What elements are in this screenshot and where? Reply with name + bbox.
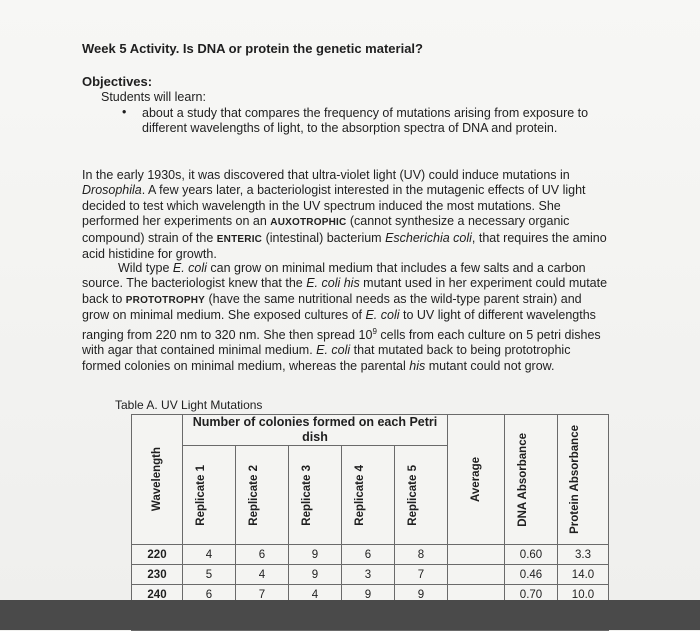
- page-title: Week 5 Activity. Is DNA or protein the genetic material?: [82, 41, 423, 56]
- term-auxotrophic: AUXOTROPHIC: [270, 217, 347, 229]
- term-enteric: ENTERIC: [216, 233, 263, 245]
- uv-mutations-table: [131, 414, 609, 631]
- col-header-replicate-3: Replicate 3: [289, 446, 342, 545]
- objectives-subheading: Students will learn:: [101, 90, 206, 104]
- col-header-replicate-5: Replicate 5: [395, 446, 448, 545]
- intro-paragraph: In the early 1930s, it was discovered that ultra-violet light (UV) could induce mutations in Drosophila. A few years later, a bacteriologist interested in the mutagenic effects of UV light decided to test which wavelength in the UV spectrum induced the most mutations. She performed her experiments on an AUXOTROPHIC (cannot synthesize a necessary organic compound) strain of the ENTERIC (intestinal) bacterium Escherichia coli, that requires the amino acid histidine for growth.: [82, 168, 607, 262]
- bullet-icon: •: [122, 105, 127, 119]
- group-header: Number of colonies formed on each Petri dish: [183, 415, 448, 446]
- col-header-replicate-1: Replicate 1: [183, 446, 236, 545]
- col-header-average: Average: [448, 415, 505, 545]
- col-header-protein: Protein Absorbance: [558, 415, 609, 545]
- col-header-wavelength: Wavelength: [132, 415, 183, 545]
- experiment-paragraph: Wild type E. coli can grow on minimal medium that includes a few salts and a carbon source. The bacteriologist knew that the E. coli his mutant used in her experiment could mutate back to PROTOTROPHY (have the same nutritional needs as the wild-type parent strain) and grow on minimal medium. She exposed cultures of E. coli to UV light of different wavelengths ranging from 220 nm to 320 nm. She then spread $10^9$ cells from each culture on 5 petri dishes with agar that contained minimal medium. E. coli that mutated back to being prototrophic formed colonies on minimal medium, whereas the parental his mutant could not grow.: [82, 261, 608, 373]
- col-header-dna: DNA Absorbance: [505, 415, 558, 545]
- term-prototrophy: PROTOTROPHY: [125, 294, 206, 306]
- bottom-bar: [0, 600, 700, 630]
- objective-bullet-text: about a study that compares the frequency of mutations arising from exposure to different wavelengths of light, to the absorption spectra of DNA and protein.: [142, 106, 589, 135]
- table-row: 230 5 4 9 3 7 0.46 14.0: [132, 565, 609, 585]
- table-row: 220 4 6 9 6 8 0.60 3.3: [132, 545, 609, 565]
- table-caption: Table A. UV Light Mutations: [115, 398, 263, 412]
- average-cell: [448, 565, 505, 585]
- average-cell: [448, 545, 505, 565]
- objectives-heading: Objectives:: [82, 74, 153, 89]
- col-header-replicate-2: Replicate 2: [236, 446, 289, 545]
- col-header-replicate-4: Replicate 4: [342, 446, 395, 545]
- table-row: 240 6 7 4 9 9 0.70 10.0: [132, 585, 609, 605]
